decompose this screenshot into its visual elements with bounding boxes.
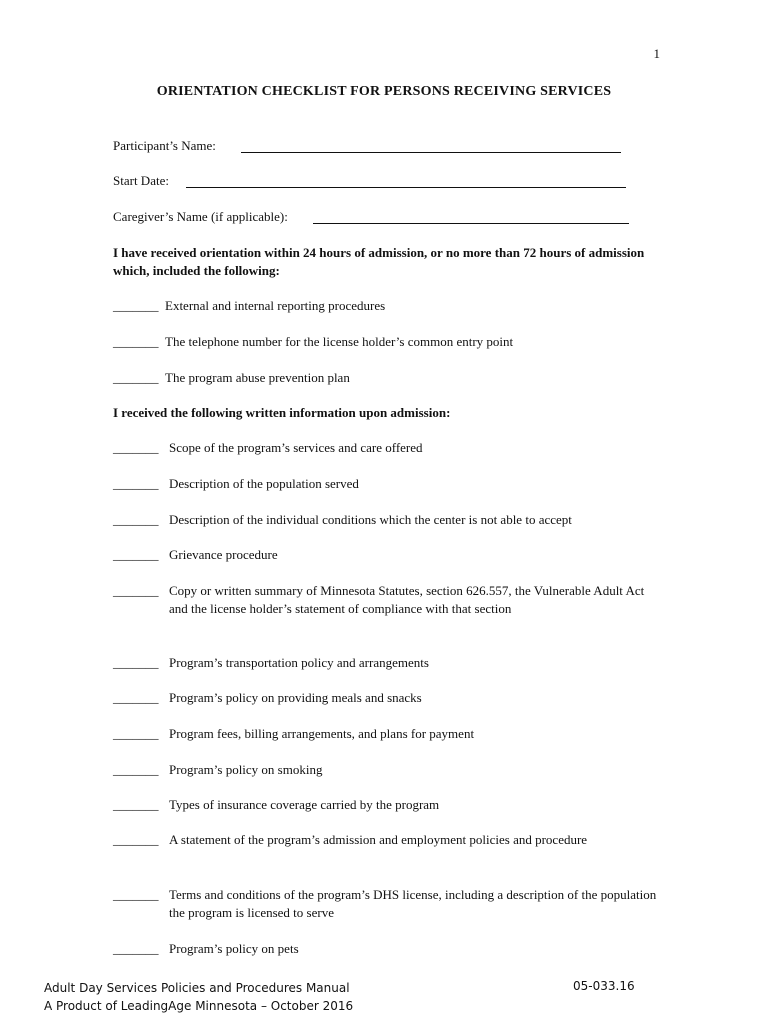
checklist-item-text: Copy or written summary of Minnesota Statutes, section 626.557, the Vulnerable Adult Act and the license holder’s statement of compliance with that section [169,583,645,616]
initial-blank[interactable]: _______ [113,726,159,741]
checklist-item-text: Description of the individual conditions which the center is not able to accept [169,512,572,527]
initial-blank[interactable]: _______ [113,887,159,902]
checklist-item-text: External and internal reporting procedures [165,298,386,313]
initial-blank[interactable]: _______ [113,440,159,455]
checklist-item-text: The program abuse prevention plan [165,370,350,385]
checklist-item-text: Program’s policy on smoking [169,762,323,777]
initial-blank[interactable]: _______ [113,298,159,313]
footer-manual-title: Adult Day Services Policies and Procedures Manual [44,981,350,995]
field-input-line[interactable] [313,223,629,224]
section2-heading: I received the following written information upon admission: [113,405,451,420]
section1-heading: I have received orientation within 24 hours of admission, or no more than 72 hours of admission which, included the following: [113,245,645,278]
checklist-item-text: The telephone number for the license holder’s common entry point [165,334,514,349]
checklist-item-text: Terms and conditions of the program’s DHS license, including a description of the population the program is licensed to serve [169,887,657,920]
initial-blank[interactable]: _______ [113,547,159,562]
checklist-item-text: Program’s transportation policy and arrangements [169,655,429,670]
checklist-item-text: A statement of the program’s admission and employment policies and procedure [169,832,588,847]
form-field [113,209,288,225]
checklist-item-text: Program’s policy on providing meals and snacks [169,690,422,705]
form-field [113,138,216,154]
field-input-line[interactable] [241,152,621,153]
initial-blank[interactable]: _______ [113,370,159,385]
field-label: Participant’s Name: [113,138,216,153]
checklist-item-text: Scope of the program’s services and care offered [169,440,423,455]
checklist-item-text: Program fees, billing arrangements, and plans for payment [169,726,475,741]
form-field [113,173,169,189]
footer-left [44,979,353,1015]
document-title: ORIENTATION CHECKLIST FOR PERSONS RECEIVING SERVICES [156,84,612,99]
footer-doc-code: 05-033.16 [573,979,635,993]
field-label: Caregiver’s Name (if applicable): [113,209,288,224]
initial-blank[interactable]: _______ [113,583,159,598]
field-input-line[interactable] [186,187,626,188]
initial-blank[interactable]: _______ [113,832,159,847]
footer-product-line: A Product of LeadingAge Minnesota – October 2016 [44,999,354,1013]
initial-blank[interactable]: _______ [113,690,159,705]
page-number: 1 [653,46,660,61]
checklist-item-text: Program’s policy on pets [169,941,299,956]
checklist-item-text: Grievance procedure [169,547,278,562]
initial-blank[interactable]: _______ [113,797,159,812]
initial-blank[interactable]: _______ [113,941,159,956]
initial-blank[interactable]: _______ [113,334,159,349]
checklist-item-text: Description of the population served [169,476,359,491]
checklist-item-text: Types of insurance coverage carried by the program [169,797,440,812]
field-label: Start Date: [113,173,169,188]
initial-blank[interactable]: _______ [113,512,159,527]
initial-blank[interactable]: _______ [113,762,159,777]
initial-blank[interactable]: _______ [113,476,159,491]
initial-blank[interactable]: _______ [113,655,159,670]
